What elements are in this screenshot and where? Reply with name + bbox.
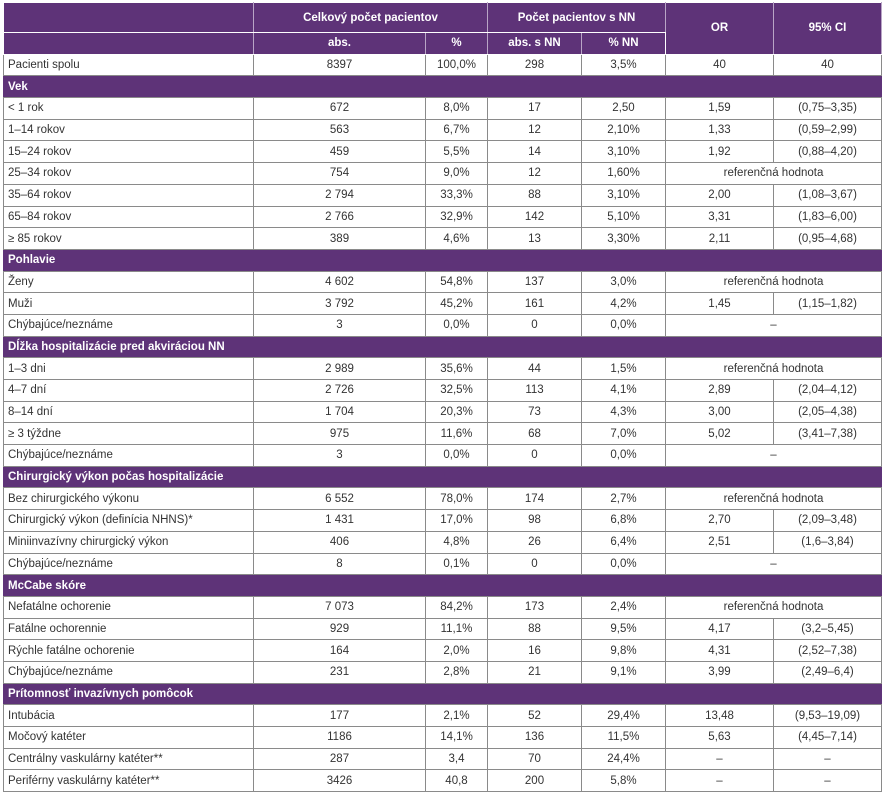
reference-value-cell: referenčná hodnota: [666, 488, 882, 510]
abs-cell: 4 602: [254, 271, 426, 293]
table-row: [4, 748, 882, 770]
abs-nn-cell: 136: [488, 727, 582, 749]
percent-nn-cell: 3,0%: [582, 271, 666, 293]
table-header: [4, 3, 882, 55]
table-row: [4, 445, 882, 467]
abs-nn-cell: 88: [488, 184, 582, 206]
percent-nn-cell: 5,10%: [582, 206, 666, 228]
table-row: [4, 401, 882, 423]
reference-value-cell: –: [666, 445, 882, 467]
or-cell: 2,89: [666, 380, 774, 402]
reference-value-cell: referenčná hodnota: [666, 358, 882, 380]
table-row: [4, 293, 882, 315]
abs-nn-cell: 200: [488, 770, 582, 792]
or-cell: 4,31: [666, 640, 774, 662]
percent-nn-cell: 4,2%: [582, 293, 666, 315]
percent-cell: 11,6%: [426, 423, 488, 445]
header-or: OR: [666, 3, 774, 55]
reference-value-cell: referenčná hodnota: [666, 596, 882, 618]
abs-nn-cell: 12: [488, 163, 582, 185]
row-label: Rýchle fatálne ochorenie: [4, 640, 254, 662]
table-row: [4, 488, 882, 510]
row-label: Chýbajúce/neznáme: [4, 314, 254, 336]
percent-cell: 33,3%: [426, 184, 488, 206]
ci-cell: (0,59–2,99): [774, 119, 882, 141]
table-row: [4, 98, 882, 120]
table-row: [4, 141, 882, 163]
abs-nn-cell: 88: [488, 618, 582, 640]
abs-nn-cell: 26: [488, 531, 582, 553]
or-cell: 13,48: [666, 705, 774, 727]
abs-nn-cell: 173: [488, 596, 582, 618]
section-heading: Prítomnosť invazívnych pomôcok: [4, 683, 882, 705]
ci-cell: (1,83–6,00): [774, 206, 882, 228]
abs-cell: 754: [254, 163, 426, 185]
abs-nn-cell: 113: [488, 380, 582, 402]
percent-cell: 17,0%: [426, 510, 488, 532]
row-label: Ženy: [4, 271, 254, 293]
or-cell: 2,11: [666, 228, 774, 250]
row-label: Chýbajúce/neznáme: [4, 445, 254, 467]
or-cell: –: [666, 770, 774, 792]
ci-cell: (0,95–4,68): [774, 228, 882, 250]
header-percent: %: [426, 33, 488, 55]
header-blank-cell: [4, 3, 254, 33]
abs-cell: 6 552: [254, 488, 426, 510]
row-label: 1–3 dni: [4, 358, 254, 380]
section-row: [4, 683, 882, 705]
percent-cell: 9,0%: [426, 163, 488, 185]
or-cell: –: [666, 748, 774, 770]
abs-nn-cell: 73: [488, 401, 582, 423]
header-blank-cell: [4, 33, 254, 55]
table-body: [4, 54, 882, 791]
table-row: [4, 661, 882, 683]
or-cell: 5,63: [666, 727, 774, 749]
percent-nn-cell: 1,60%: [582, 163, 666, 185]
reference-value-cell: –: [666, 314, 882, 336]
ci-cell: (3,41–7,38): [774, 423, 882, 445]
header-percent-nn: % NN: [582, 33, 666, 55]
abs-nn-cell: 12: [488, 119, 582, 141]
ci-cell: 40: [774, 54, 882, 76]
percent-cell: 0,0%: [426, 445, 488, 467]
section-row: [4, 76, 882, 98]
or-cell: 3,00: [666, 401, 774, 423]
percent-nn-cell: 29,4%: [582, 705, 666, 727]
percent-cell: 2,0%: [426, 640, 488, 662]
percent-nn-cell: 4,1%: [582, 380, 666, 402]
percent-nn-cell: 3,10%: [582, 141, 666, 163]
abs-cell: 1 431: [254, 510, 426, 532]
abs-cell: 1 704: [254, 401, 426, 423]
percent-nn-cell: 3,30%: [582, 228, 666, 250]
ci-cell: –: [774, 770, 882, 792]
ci-cell: (2,52–7,38): [774, 640, 882, 662]
percent-cell: 2,1%: [426, 705, 488, 727]
percent-nn-cell: 3,5%: [582, 54, 666, 76]
row-label: 15–24 rokov: [4, 141, 254, 163]
percent-nn-cell: 0,0%: [582, 553, 666, 575]
table-row: [4, 314, 882, 336]
ci-cell: (0,88–4,20): [774, 141, 882, 163]
or-cell: 2,00: [666, 184, 774, 206]
abs-nn-cell: 174: [488, 488, 582, 510]
percent-cell: 11,1%: [426, 618, 488, 640]
table-row: [4, 705, 882, 727]
row-label: 8–14 dní: [4, 401, 254, 423]
row-label: Chirurgický výkon (definícia NHNS)*: [4, 510, 254, 532]
row-label: Muži: [4, 293, 254, 315]
table-row: [4, 358, 882, 380]
percent-nn-cell: 0,0%: [582, 445, 666, 467]
section-row: [4, 466, 882, 488]
percent-nn-cell: 1,5%: [582, 358, 666, 380]
reference-value-cell: referenčná hodnota: [666, 163, 882, 185]
row-label: 35–64 rokov: [4, 184, 254, 206]
row-label: < 1 rok: [4, 98, 254, 120]
percent-cell: 100,0%: [426, 54, 488, 76]
percent-cell: 3,4: [426, 748, 488, 770]
section-row: [4, 249, 882, 271]
abs-cell: 2 794: [254, 184, 426, 206]
abs-cell: 3: [254, 445, 426, 467]
percent-cell: 6,7%: [426, 119, 488, 141]
abs-nn-cell: 298: [488, 54, 582, 76]
row-label: Bez chirurgického výkonu: [4, 488, 254, 510]
table-row: [4, 184, 882, 206]
header-abs-nn: abs. s NN: [488, 33, 582, 55]
ci-cell: (0,75–3,35): [774, 98, 882, 120]
abs-cell: 2 766: [254, 206, 426, 228]
header-ci: 95% CI: [774, 3, 882, 55]
abs-nn-cell: 98: [488, 510, 582, 532]
table-row: [4, 163, 882, 185]
row-label: 1–14 rokov: [4, 119, 254, 141]
ci-cell: (1,08–3,67): [774, 184, 882, 206]
percent-nn-cell: 11,5%: [582, 727, 666, 749]
row-label: Chýbajúce/neznáme: [4, 553, 254, 575]
or-cell: 1,92: [666, 141, 774, 163]
or-cell: 3,31: [666, 206, 774, 228]
section-heading: McCabe skóre: [4, 575, 882, 597]
section-heading: Dĺžka hospitalizácie pred akviráciou NN: [4, 336, 882, 358]
reference-value-cell: referenčná hodnota: [666, 271, 882, 293]
percent-cell: 0,1%: [426, 553, 488, 575]
abs-cell: 1186: [254, 727, 426, 749]
row-label: 65–84 rokov: [4, 206, 254, 228]
row-label: Centrálny vaskulárny katéter**: [4, 748, 254, 770]
statistics-table: [3, 2, 882, 792]
abs-cell: 2 726: [254, 380, 426, 402]
table-row: [4, 618, 882, 640]
ci-cell: –: [774, 748, 882, 770]
percent-nn-cell: 3,10%: [582, 184, 666, 206]
table-row: [4, 531, 882, 553]
or-cell: 2,70: [666, 510, 774, 532]
ci-cell: (2,49–6,4): [774, 661, 882, 683]
percent-nn-cell: 9,8%: [582, 640, 666, 662]
abs-nn-cell: 0: [488, 314, 582, 336]
or-cell: 40: [666, 54, 774, 76]
row-label: 4–7 dní: [4, 380, 254, 402]
row-label: ≥ 85 rokov: [4, 228, 254, 250]
table-row: [4, 423, 882, 445]
abs-nn-cell: 21: [488, 661, 582, 683]
abs-nn-cell: 16: [488, 640, 582, 662]
row-label: Periférny vaskulárny katéter**: [4, 770, 254, 792]
table-row: [4, 54, 882, 76]
section-heading: Chirurgický výkon počas hospitalizácie: [4, 466, 882, 488]
percent-nn-cell: 2,4%: [582, 596, 666, 618]
abs-nn-cell: 161: [488, 293, 582, 315]
table-row: [4, 119, 882, 141]
ci-cell: (4,45–7,14): [774, 727, 882, 749]
abs-nn-cell: 142: [488, 206, 582, 228]
percent-nn-cell: 2,7%: [582, 488, 666, 510]
percent-cell: 84,2%: [426, 596, 488, 618]
percent-nn-cell: 9,5%: [582, 618, 666, 640]
abs-nn-cell: 70: [488, 748, 582, 770]
abs-cell: 177: [254, 705, 426, 727]
abs-cell: 459: [254, 141, 426, 163]
percent-cell: 5,5%: [426, 141, 488, 163]
abs-cell: 2 989: [254, 358, 426, 380]
table-row: [4, 228, 882, 250]
or-cell: 1,59: [666, 98, 774, 120]
row-label: ≥ 3 týždne: [4, 423, 254, 445]
abs-cell: 389: [254, 228, 426, 250]
table-row: [4, 206, 882, 228]
percent-cell: 35,6%: [426, 358, 488, 380]
percent-nn-cell: 6,8%: [582, 510, 666, 532]
percent-nn-cell: 24,4%: [582, 748, 666, 770]
abs-cell: 164: [254, 640, 426, 662]
table-row: [4, 770, 882, 792]
percent-nn-cell: 0,0%: [582, 314, 666, 336]
table-row: [4, 510, 882, 532]
section-heading: Vek: [4, 76, 882, 98]
or-cell: 1,33: [666, 119, 774, 141]
ci-cell: (9,53–19,09): [774, 705, 882, 727]
abs-cell: 563: [254, 119, 426, 141]
percent-cell: 2,8%: [426, 661, 488, 683]
abs-cell: 3: [254, 314, 426, 336]
abs-nn-cell: 14: [488, 141, 582, 163]
percent-cell: 4,8%: [426, 531, 488, 553]
row-label: Pacienti spolu: [4, 54, 254, 76]
or-cell: 3,99: [666, 661, 774, 683]
section-row: [4, 336, 882, 358]
abs-cell: 8397: [254, 54, 426, 76]
abs-cell: 975: [254, 423, 426, 445]
section-heading: Pohlavie: [4, 249, 882, 271]
table-row: [4, 596, 882, 618]
table-row: [4, 727, 882, 749]
percent-cell: 45,2%: [426, 293, 488, 315]
abs-cell: 231: [254, 661, 426, 683]
ci-cell: (1,6–3,84): [774, 531, 882, 553]
abs-cell: 7 073: [254, 596, 426, 618]
ci-cell: (2,05–4,38): [774, 401, 882, 423]
percent-cell: 14,1%: [426, 727, 488, 749]
abs-nn-cell: 68: [488, 423, 582, 445]
table-row: [4, 380, 882, 402]
or-cell: 2,51: [666, 531, 774, 553]
percent-nn-cell: 6,4%: [582, 531, 666, 553]
abs-cell: 672: [254, 98, 426, 120]
row-label: Močový katéter: [4, 727, 254, 749]
table-row: [4, 271, 882, 293]
abs-cell: 8: [254, 553, 426, 575]
ci-cell: (3,2–5,45): [774, 618, 882, 640]
percent-nn-cell: 9,1%: [582, 661, 666, 683]
percent-cell: 54,8%: [426, 271, 488, 293]
or-cell: 4,17: [666, 618, 774, 640]
ci-cell: (1,15–1,82): [774, 293, 882, 315]
reference-value-cell: –: [666, 553, 882, 575]
section-row: [4, 575, 882, 597]
table-row: [4, 640, 882, 662]
abs-nn-cell: 44: [488, 358, 582, 380]
percent-cell: 32,5%: [426, 380, 488, 402]
percent-cell: 20,3%: [426, 401, 488, 423]
percent-cell: 32,9%: [426, 206, 488, 228]
ci-cell: (2,09–3,48): [774, 510, 882, 532]
abs-cell: 406: [254, 531, 426, 553]
percent-cell: 0,0%: [426, 314, 488, 336]
abs-cell: 3426: [254, 770, 426, 792]
abs-nn-cell: 13: [488, 228, 582, 250]
row-label: Intubácia: [4, 705, 254, 727]
header-total-patients: Celkový počet pacientov: [254, 3, 488, 33]
abs-nn-cell: 17: [488, 98, 582, 120]
abs-cell: 3 792: [254, 293, 426, 315]
percent-nn-cell: 4,3%: [582, 401, 666, 423]
percent-nn-cell: 2,50: [582, 98, 666, 120]
header-patients-with-nn: Počet pacientov s NN: [488, 3, 666, 33]
or-cell: 1,45: [666, 293, 774, 315]
abs-cell: 287: [254, 748, 426, 770]
percent-cell: 8,0%: [426, 98, 488, 120]
row-label: Miniinvazívny chirurgický výkon: [4, 531, 254, 553]
abs-cell: 929: [254, 618, 426, 640]
abs-nn-cell: 137: [488, 271, 582, 293]
row-label: 25–34 rokov: [4, 163, 254, 185]
header-abs: abs.: [254, 33, 426, 55]
row-label: Fatálne ochorennie: [4, 618, 254, 640]
percent-nn-cell: 7,0%: [582, 423, 666, 445]
row-label: Nefatálne ochorenie: [4, 596, 254, 618]
percent-nn-cell: 5,8%: [582, 770, 666, 792]
percent-nn-cell: 2,10%: [582, 119, 666, 141]
or-cell: 5,02: [666, 423, 774, 445]
abs-nn-cell: 52: [488, 705, 582, 727]
row-label: Chýbajúce/neznáme: [4, 661, 254, 683]
percent-cell: 4,6%: [426, 228, 488, 250]
table-row: [4, 553, 882, 575]
percent-cell: 40,8: [426, 770, 488, 792]
percent-cell: 78,0%: [426, 488, 488, 510]
abs-nn-cell: 0: [488, 445, 582, 467]
abs-nn-cell: 0: [488, 553, 582, 575]
ci-cell: (2,04–4,12): [774, 380, 882, 402]
